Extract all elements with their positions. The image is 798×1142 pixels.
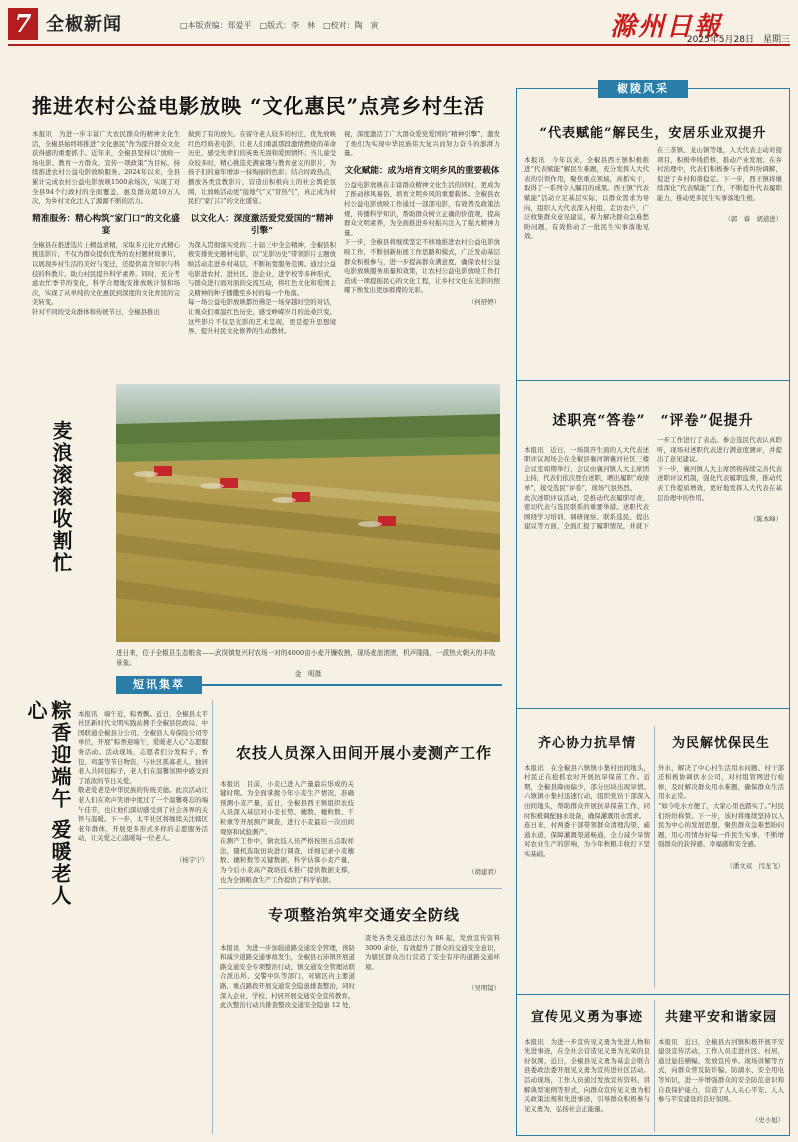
jiaoling-a2-body: [524, 436, 782, 700]
photo-caption: [116, 648, 500, 679]
short-news-rule: [202, 684, 502, 686]
story-separator: [218, 888, 502, 889]
jiaoling-a1-text: 本报讯 今年以来，全椒县西王镇积极推进“代表赋能”解民生难题，充分发挥人大代表的引领作用，聚焦重点领域，真抓实干，取得了一系列令人瞩目的成果。西王镇“代表赋能”活动立足基层实际，以群众需求为导向，组织人大代表深入村组、走访农户，广泛收集群众意见建议，着力解决群众急难愁盼问题，有效推动了一批民生实事落地见效。 在三茶镇、龙山镇等地，人大代表主动对接项目，积极牵线搭桥，推动产业发展；在乡村治理中，代表们积极参与矛盾纠纷调解，促进了乡村和谐稳定。下一步，西王镇将继续深化“代表赋能”工作，不断提升代表履职能力，推动更多民生实事落地生根。: [524, 146, 782, 241]
lead-col-1: [32, 130, 180, 380]
jiaoling-tag: 椒陵风采: [598, 80, 688, 98]
photo-title: 麦浪滚滚收割忙: [49, 420, 73, 574]
story2-col-b: [362, 770, 500, 878]
staff-line: □本版责编：郑爱平 □版式：李 林 □校对：陶 寅: [180, 21, 379, 30]
lead-col-3: [344, 130, 500, 380]
page-number: 7: [8, 8, 38, 40]
lead-col-2: [188, 130, 336, 380]
jiaoling-a2-title: 述职亮“答卷” “评卷”促提升: [552, 413, 754, 429]
jiaoling-a1-byline: （郭 睿 胡道进）: [724, 215, 782, 224]
section-name: 全椒新闻: [46, 14, 122, 35]
story3-text: 本报讯 为进一步加强道路交通安全管理，预防和减少道路交通事故发生，全椒县石沛镇开展道路交通安全专项整治行动，镇交通安全管理站联合派出所、交警中队等部门，对辖区内主要道路、重点路段开展交通安全隐患排查整治，同时深入企业、学校、村居开展交通安全宣传教育。 此次整治行动共排查整改交通安全隐患 12 处，查处各类交通违法行为 86 起，发放宣传资料 3000 余份，有效提升了群众的交通安全意识，为辖区群众出行营造了安全有序的道路交通环境。: [220, 934, 500, 1010]
lead-subhead-1: 精准服务：精心构筑“家门口”的文化盛宴: [32, 213, 180, 236]
jiaoling-a6-body: [658, 1028, 784, 1132]
jiaoling-divider-2: [516, 708, 790, 709]
lead-subhead-3: 文化赋能：成为培育文明乡风的重要载体: [344, 165, 500, 176]
lead-col1-text: 本报讯 为进一步丰富广大农民群众的精神文化生活，全椒县始终将推进“文化惠民”作为提升群众文化获得感的重要抓手。近年来，全椒县坚持以“放映一场电影、教育一方群众、宣传一项政策”为目标，持续推进农村公益电影放映服务。2024年以来，全县累计完成农村公益电影放映1500余场次，实现了对全县94个行政村的全面覆盖，惠及群众超10万人次，为乡村文化注入了源源不断的活力。: [32, 130, 180, 206]
column-divider: [212, 700, 213, 1134]
story2-title: 农技人员深入田间开展小麦测产工作: [235, 744, 492, 762]
lead-col1b-text: 全椒县在推进选片上精益求精，采取多元化方式精心挑选影片，不仅为群众提供优秀的农村题材故事片，以展现乡村生活的美好与变迁，还提供富含知识与科技的科教片，助力村民提升科学素养。同时，充分考虑农忙季节的变化，科学合理地安排放映计划和场次，实现了从单纯的文化惠民到深度的文化育民的完美转变。 针对不同的受众群体和传统节日，全椒县推出: [32, 240, 180, 316]
jiaoling-a2-text: 本报讯 近日，一场别开生面的人大代表述职评议现场会在全椒县襄河镇襄河社区三楼会议室如期举行，会议由襄河镇人大主席团主持，代表们依次登台述职，晒出履职“成绩单”，接受选民“评卷”，现场气氛热烈。 此次述职评议活动，是推动代表履职尽责、密切代表与选民联系的重要举措。述职代表围绕学习培训、调研视察、联系选民、提出建议等方面，全面汇报了履职情况，并就下一步工作进行了表态。参会选民代表认真聆听，现场对述职代表进行满意度测评，并提出了意见建议。 下一步，襄河镇人大主席团将持续完善代表述职评议机制，强化代表履职监督，推动代表工作提质增效，更好地发挥人大代表在基层治理中的作用。: [524, 436, 782, 531]
story1-byline: （杨宇宁）: [176, 855, 208, 864]
jiaoling-a6-text: 本报讯 近日，全椒县古河镇积极开展平安建设宣传活动，工作人员走进社区、村居，通过悬挂横幅、发放宣传单、现场讲解等方式，向群众普及防诈骗、防溺水、安全用电等知识，进一步增强群众的安全防范意识和自我保护能力，营造了人人关心平安、人人参与平安建设的良好氛围。: [658, 1037, 784, 1104]
jiaoling-a4-body: [658, 754, 784, 984]
story2-text: 本报讯 目前，小麦已进入产量最后形成的关键时期。为全面掌握今年小麦生产情况，准确预测小麦产量，近日，全椒县西王镇组织农技人员深入基层对小麦长势、穗数、穗粒数、千粒重等开展测产调查，进行小麦最后一次田间观察和试验测产。 在测产工作中，镇农技人员严格按照五点取样法，随机选取田块进行调查，详细记录小麦穗数、穗粒数等关键数据，科学估算小麦产量，为今后小麦高产栽培技术推广提供数据支撑，也为全镇粮食生产工作提供了科学依据。: [220, 779, 354, 884]
jiaoling-a3-title: 齐心协力抗旱情: [537, 736, 636, 751]
jiaoling-divider-3: [516, 994, 790, 995]
jiaoling-col-divider-2: [654, 1000, 655, 1132]
photo-credit: 金 明摄: [294, 670, 322, 678]
story2-col-a: [220, 770, 354, 884]
short-news-tag: 短讯集萃: [116, 676, 202, 694]
jiaoling-a4-byline: （潘文双 闫龙飞）: [726, 861, 784, 870]
jiaoling-a5-text: 本报讯 为进一步宣传见义勇为先进人物和先进事迹，在全社会营造见义勇为光荣的良好氛围，近日，全椒县见义勇为基金会联合县委政法委开展见义勇为宣传进社区活动。活动现场，工作人员通过发放宣传资料、讲解典型案例等形式，向群众宣传见义勇为相关政策法规和先进事迹，引导群众积极参与见义勇为，弘扬社会正能量。: [524, 1037, 650, 1113]
masthead: [8, 6, 790, 46]
jiaoling-a1-body: [524, 146, 782, 358]
jiaoling-a4-title: 为民解忧保民生: [671, 736, 770, 751]
story1-title: 粽香迎端午 爱暖老人心: [24, 700, 72, 907]
lead-col2-text: 做到了有的放矢。在留守老人较多的村庄，优先放映红色经典老电影，让老人们重温那段激情燃烧的革命历史，感受先辈们的英勇无畏和爱国情怀；当儿童受众较多时，精心挑选充满童趣与教育意义的影片，为孩子们的童年增添一抹绚丽的色彩；结合时政热点，播放各类宣教影片，营造出积极向上的社会舆论氛围，让放映活动更“接地气”又“冒热气”，真正成为村民们“家门口”的文化盛宴。: [188, 130, 336, 206]
story1-text: 本报讯 端午近，粽香飘。近日，全椒县太平社区新时代文明实践站携手全椒县民政局、中国联通全椒县分公司、全椒县人寿保险公司等单位，开展“粽香迎端午，爱暖老人心”志愿服务活动。活动现场，志愿者们分发粽子、香包、鸡蛋等节日物资，与社区孤寡老人、独居老人共同包粽子，老人们在温馨氛围中感受到了浓浓的节日关爱。 敬老爱老是中华民族的传统美德。此次活动让老人们在欢声笑语中度过了一个温馨难忘的端午佳节，也让他们深切感受到了社会各界的关怀与温暖。下一步，太平社区将继续关注辖区老年群体，开展更多形式多样的志愿服务活动，让关爱之心温暖每一位老人。: [78, 709, 208, 843]
jiaoling-a2-byline: （陈本峰）: [750, 514, 782, 523]
jiaoling-a5-body: [524, 1028, 650, 1132]
jiaoling-a4-text: 外水，解决了中心村生活用水问题。村干部还积极协调供水公司，对村组管网进行检修，及时解决群众用水难题，确保群众生活用水正常。 “如今吃水方便了，大家心里也踏实了。”村民们纷纷称赞。下一步，该村将继续坚持以人民为中心的发展思想，聚焦群众急难愁盼问题，用心用情办好每一件民生实事，不断增强群众的获得感、幸福感和安全感。: [658, 763, 784, 849]
issue-date: 2025年5月28日 星期三: [686, 35, 790, 45]
short-news-banner: [116, 676, 502, 694]
jiaoling-a1-title: “代表赋能”解民生，安居乐业双提升: [539, 126, 767, 141]
story2-byline: （胡建君）: [468, 868, 500, 877]
paper-name: 滁州日報: [609, 12, 722, 42]
story3-byline: （吴明镜）: [468, 983, 500, 992]
story3-body: [220, 934, 500, 1134]
lead-col2b-text: 为深入贯彻落实党的二十届三中全会精神，全椒县积极安排党史题材电影，以“光影历史”带领影片主题放映活动走进乡村基层，不断拓宽服务范围。通过公益电影进农村、进社区、进企业、进学校等多种形式，与群众进行面对面的交流互动，将红色文化和爱国主义精神的种子播撒至乡村的每一个角落。 每一场公益电影放映都仿佛是一场穿越时空的对话，让观众们重温红色历史，感受峥嵘岁月的沧桑巨变。这些影片不仅是光影的艺术呈现，更是提升思想境界、提升村民文化修养的生动教材。: [188, 240, 336, 336]
story3-title: 专项整治筑牢交通安全防线: [267, 906, 460, 924]
harvest-photo-illustration: [116, 384, 500, 642]
lead-col3-text: 视，深度激活了广大群众爱党爱国的“精神引擎”，激发了他们为实现中华民族伟大复兴而努力奋斗的澎湃力量。: [344, 130, 500, 158]
lead-subhead-2: 以文化人：深度激活爱党爱国的“精神引擎”: [190, 213, 334, 236]
story1-body: [78, 700, 208, 1134]
jiaoling-a3-body: [524, 754, 650, 984]
lead-headline: 推进农村公益电影放映 “文化惠民”点亮乡村生活: [32, 94, 485, 118]
jiaoling-a6-byline: （史小旭）: [752, 1116, 784, 1125]
jiaoling-col-divider: [654, 726, 655, 988]
jiaoling-divider-1: [516, 380, 790, 381]
jiaoling-a5-title: 宣传见义勇为事迹: [530, 1010, 643, 1025]
lead-byline: （何舒婷）: [468, 297, 500, 306]
photo-caption-text: 进日来，位于全椒县生态粮食——武岗镇复兴村农场一对的4000亩小麦开镰收割，现场麦浪滚滚，机声隆隆，一派热火朝天的丰收景象。: [116, 649, 496, 667]
jiaoling-a3-text: 本报讯 在全椒县六镇镇小集村田间地头，村民正在抢抓农时开展抗旱保苗工作。近期，全椒县降雨偏少，部分田块出现旱情。六镇镇小集村迅速行动，组织党员干部深入田间地头，帮助群众开展抗旱保苗工作，同时积极调配抽水设备，确保灌溉用水需求。 连日来，村两委干部带领群众清理沟渠、疏通水道，保障灌溉渠道畅通，全力减少旱情对农业生产的影响，为今年秋粮丰收打下坚实基础。: [524, 763, 650, 858]
harvest-photo: [116, 384, 500, 642]
lead-col3b-text: 公益电影放映在丰富群众精神文化生活的同时，更成为了推动移风易俗、培育文明乡风的重要载体。全椒县农村公益电影放映工作通过一部部电影，有效普及政策法规，传播科学知识，帮助群众树立正确的价值观，提高群众文明素养，为全面推进乡村振兴注入了强大精神力量。 下一步，全椒县将继续坚定不移地推进农村公益电影放映工作，不断创新拓展工作思路和模式，广泛发动基层群众积极参与，进一步提高群众满意度，确保农村公益电影放映服务质量和效果，让农村公益电影放映工作打造成一项提振民心的文化工程，让乡村文化在光影的照耀下焕发出更加璀璨的光彩。: [344, 180, 500, 295]
jiaoling-a6-title: 共建平安和谐家园: [664, 1010, 777, 1025]
